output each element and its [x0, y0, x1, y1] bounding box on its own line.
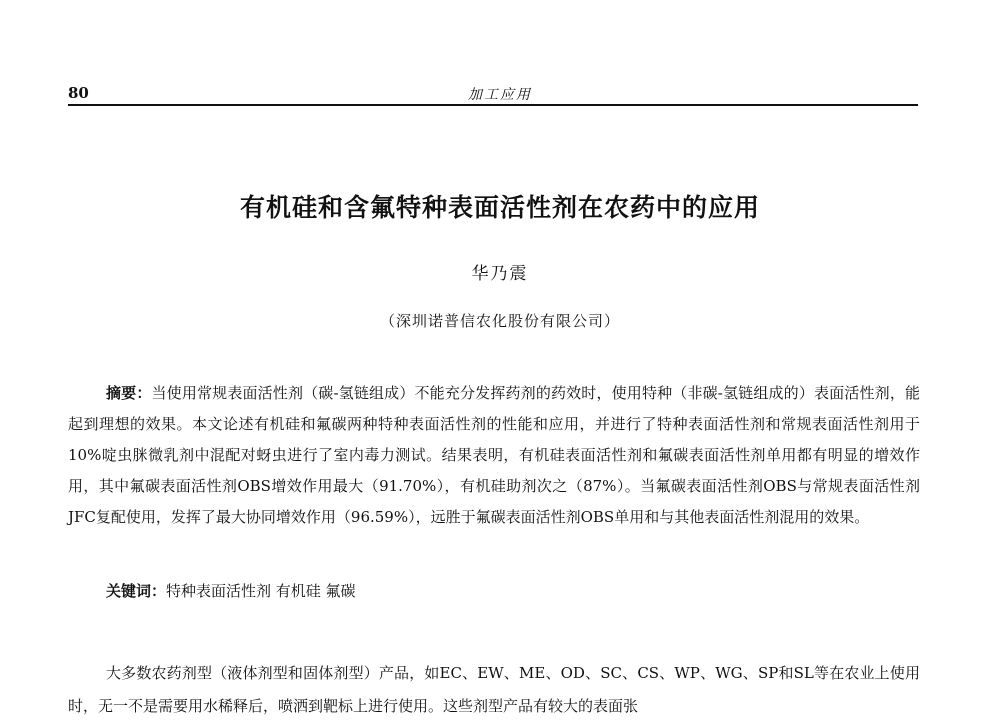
header-rule	[68, 104, 918, 106]
page-number: 80	[68, 84, 89, 102]
abstract-label: 摘要：	[106, 384, 152, 402]
author-affiliation: （深圳诺普信农化股份有限公司）	[379, 312, 620, 330]
keywords	[106, 576, 356, 607]
running-head: 加工应用	[468, 87, 532, 103]
author-name: 华乃震	[471, 264, 529, 284]
keywords-label: 关键词：	[106, 582, 167, 600]
keywords-text: 特种表面活性剂 有机硅 氟碳	[166, 582, 356, 600]
body-paragraph: 大多数农药剂型（液体剂型和固体剂型）产品，如EC、EW、ME、OD、SC、CS、WP、WG、SP和SL等在农业上使用时，无一不是需要用水稀释后，喷洒到靶标上进行使用。这些剂型产品有较大的表面张	[68, 664, 920, 715]
abstract-text: 当使用常规表面活性剂（碳-氢链组成）不能充分发挥药剂的药效时，使用特种（非碳-氢链组成的）表面活性剂，能起到理想的效果。本文论述有机硅和氟碳两种特种表面活性剂的性能和应用，并进行了特种表面活性剂和常规表面活性剂用于10%啶虫脒微乳剂中混配对蚜虫进行了室内毒力测试。结果表明，有机硅表面活性剂和氟碳表面活性剂单用都有明显的增效作用，其中氟碳表面活性剂OBS增效作用最大（91.70%），有机硅助剂次之（87%）。当氟碳表面活性剂OBS与常规表面活性剂JFC复配使用，发挥了最大协同增效作用（96.59%），远胜于氟碳表面活性剂OBS单用和与其他表面活性剂混用的效果。	[68, 384, 920, 526]
article-title: 有机硅和含氟特种表面活性剂在农药中的应用	[239, 193, 760, 222]
abstract	[68, 378, 920, 533]
